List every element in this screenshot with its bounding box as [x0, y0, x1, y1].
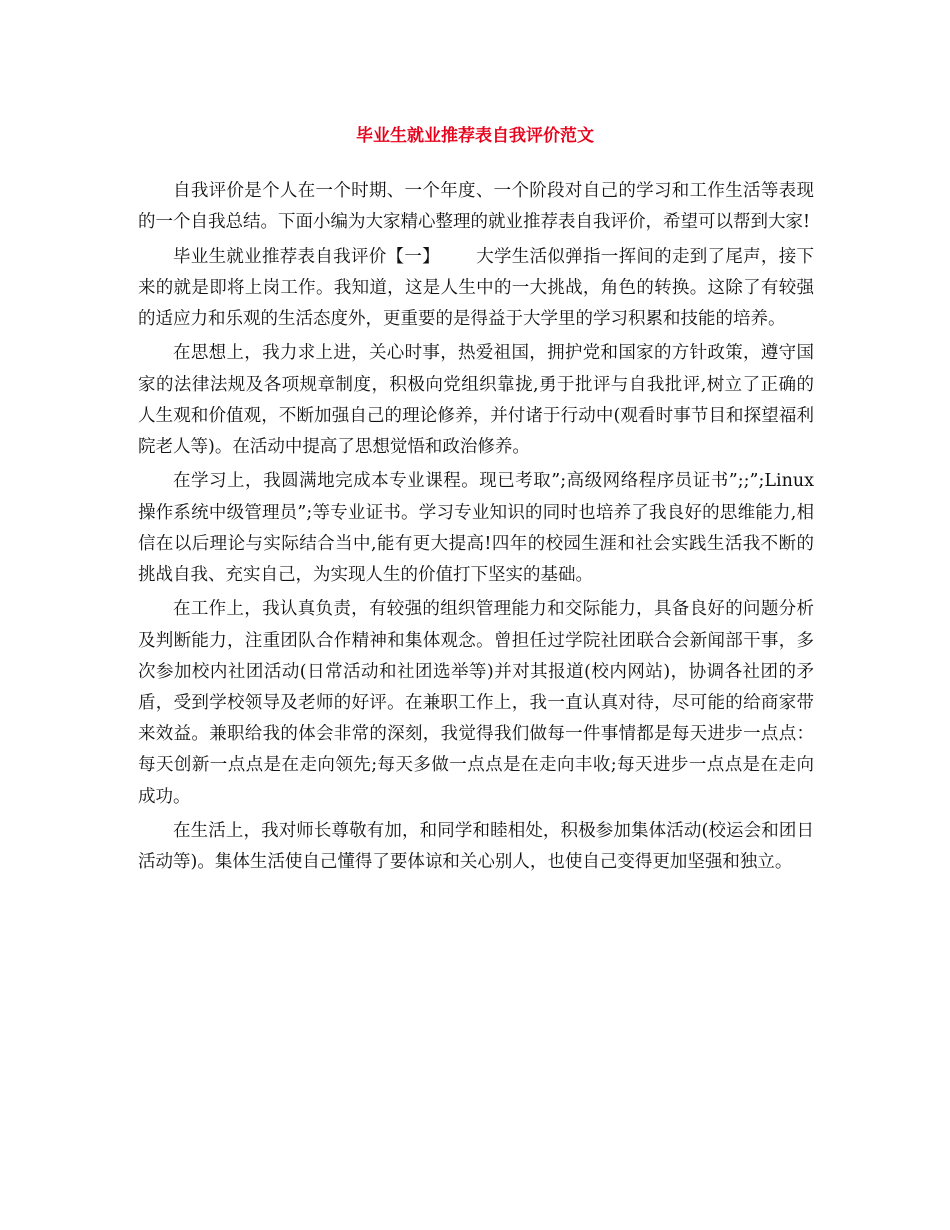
- paragraph-life: 在生活上，我对师长尊敬有加，和同学和睦相处，积极参加集体活动(校运会和团日活动等)。集体生活使自己懂得了要体谅和关心别人，也使自己变得更加坚强和独立。: [138, 821, 814, 873]
- intro-paragraph: 自我评价是个人在一个时期、一个年度、一个阶段对自己的学习和工作生活等表现的一个自我总结。下面小编为大家精心整理的就业推荐表自我评价，希望可以帮到大家!: [138, 181, 814, 233]
- paragraph-work: 在工作上，我认真负责，有较强的组织管理能力和交际能力，具备良好的问题分析及判断能力，注重团队合作精神和集体观念。曾担任过学院社团联合会新闻部干事，多次参加校内社团活动(日常活动和社团选举等)并对其报道(校内网站)，协调各社团的矛盾，受到学校领导及老师的好评。在兼职工作上，我一直认真对待，尽可能的给商家带来效益。兼职给我的体会非常的深刻，我觉得我们做每一件事情都是每天进步一点点：每天创新一点点是在走向领先;每天多做一点点是在走向丰收;每天进步一点点是在走向成功。: [138, 599, 814, 807]
- section-heading: 毕业生就业推荐表自我评价【一】: [173, 246, 440, 267]
- section-paragraph: [138, 242, 814, 336]
- paragraph-thought: 在思想上，我力求上进，关心时事，热爱祖国，拥护党和国家的方针政策，遵守国家的法律法规及各项规章制度，积极向党组织靠拢,勇于批评与自我批评,树立了正确的人生观和价值观，不断加强自己的理论修养，并付诸于行动中(观看时事节目和探望福利院老人等)。在活动中提高了思想觉悟和政治修养。: [138, 343, 814, 457]
- paragraph-study: 在学习上，我圆满地完成本专业课程。现已考取”;高级网络程序员证书”;;”;Linux操作系统中级管理员”;等专业证书。学习专业知识的同时也培养了我良好的思维能力,相信在以后理论与实际结合当中,能有更大提高!四年的校园生涯和社会实践生活我不断的挑战自我、充实自己，为实现人生的价值打下坚实的基础。: [138, 471, 814, 585]
- document-body: [138, 176, 814, 882]
- section-text: 大学生活似弹指一挥间的走到了尾声，接下来的就是即将上岗工作。我知道，这是人生中的一大挑战，角色的转换。这除了有较强的适应力和乐观的生活态度外，更重要的是得益于大学里的学习积累和技能的培养。: [138, 246, 815, 329]
- document-title: 毕业生就业推荐表自我评价范文: [356, 126, 594, 146]
